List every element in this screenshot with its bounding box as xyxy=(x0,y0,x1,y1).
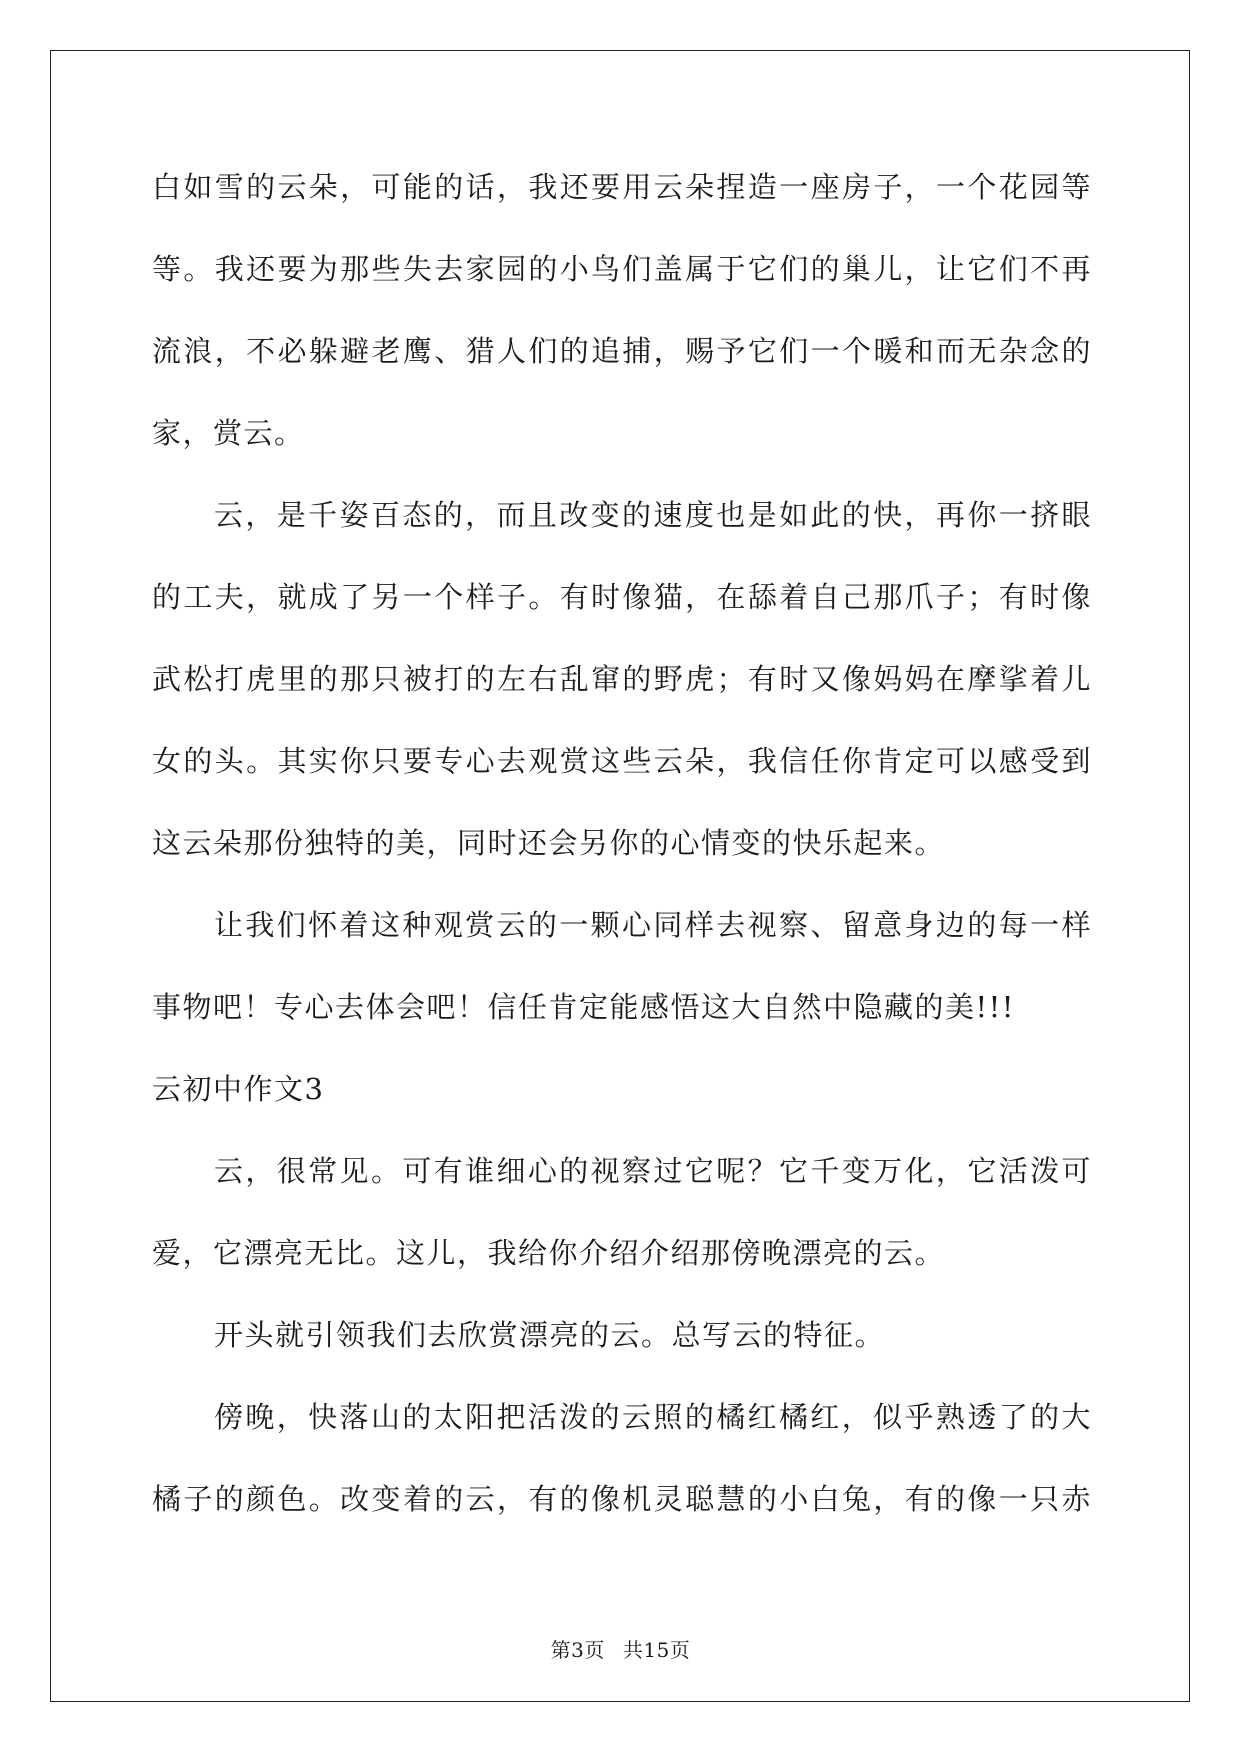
document-body xyxy=(152,164,1092,1558)
paragraph-start-line: 让我们怀着这种观赏云的一颗心同样去视察、留意身边的每一样 xyxy=(214,908,1092,942)
text-line: 这云朵那份独特的美，同时还会另你的心情变的快乐起来。 xyxy=(152,826,946,860)
section-heading: 云初中作文3 xyxy=(152,1072,325,1106)
paragraph-start-line: 开头就引领我们去欣赏漂亮的云。总写云的特征。 xyxy=(214,1318,886,1352)
text-line: 女的头。其实你只要专心去观赏这些云朵，我信任你肯定可以感受到 xyxy=(152,744,1092,778)
text-line: 等。我还要为那些失去家园的小鸟们盖属于它们的巢儿，让它们不再 xyxy=(152,252,1092,286)
text-line: 流浪，不必躲避老鹰、猎人们的追捕，赐予它们一个暖和而无杂念的 xyxy=(152,334,1092,368)
paragraph-start-line: 云，很常见。可有谁细心的视察过它呢？它千变万化，它活泼可 xyxy=(214,1154,1092,1188)
page-total: 共15页 xyxy=(622,1638,691,1662)
text-line: 事物吧！专心去体会吧！信任肯定能感悟这大自然中隐藏的美!!! xyxy=(152,990,1015,1024)
text-line: 的工夫，就成了另一个样子。有时像猫，在舔着自己那爪子；有时像 xyxy=(152,580,1092,614)
page-number: 第3页 xyxy=(550,1638,605,1662)
text-line: 橘子的颜色。改变着的云，有的像机灵聪慧的小白兔，有的像一只赤 xyxy=(152,1482,1092,1516)
text-line: 白如雪的云朵，可能的话，我还要用云朵捏造一座房子，一个花园等 xyxy=(152,170,1092,204)
text-line: 武松打虎里的那只被打的左右乱窜的野虎；有时又像妈妈在摩挲着儿 xyxy=(152,662,1092,696)
paragraph-start-line: 云，是千姿百态的，而且改变的速度也是如此的快，再你一挤眼 xyxy=(214,498,1092,532)
text-line: 家，赏云。 xyxy=(152,416,305,450)
text-line: 爱，它漂亮无比。这儿，我给你介绍介绍那傍晚漂亮的云。 xyxy=(152,1236,946,1270)
paragraph-start-line: 傍晚，快落山的太阳把活泼的云照的橘红橘红，似乎熟透了的大 xyxy=(214,1400,1092,1434)
page-footer xyxy=(0,1634,1241,1663)
